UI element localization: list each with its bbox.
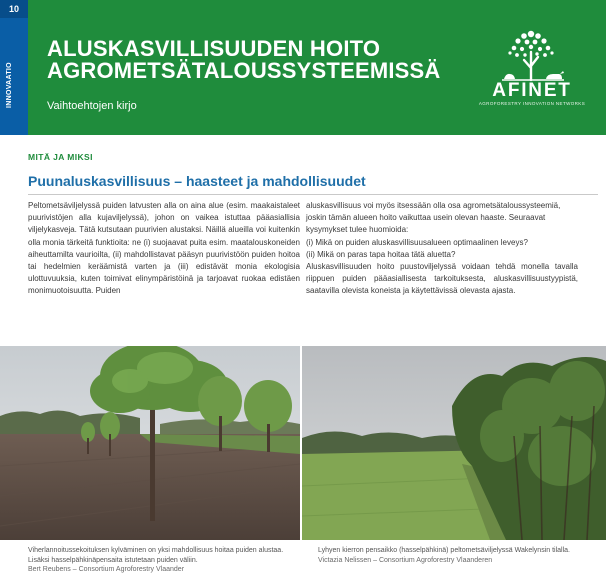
- logo-tagline: AGROFORESTRY INNOVATION NETWORKS: [478, 101, 586, 106]
- caption-text: Viherlannoitussekoituksen kylväminen on yksi mahdollisuus hoitaa puiden alustaa. Lisäksi hasselpähkinäpensaita istutetaan puiden väliin.: [28, 547, 284, 564]
- caption-text: Lyhyen kierron pensaikko (hasselpähkinä) peltometsäviljelyssä Wakelynsin tilalla.: [318, 547, 570, 554]
- body-paragraph: aluskasvillisuus voi myös itsessään olla osa agrometsätaloussysteemiä, joskin tämän alueen hoito vaikuttaa usein olevan haaste. Seuraavat kysymykset tulee huomioida:: [306, 201, 561, 235]
- question-1: (i) Mikä on puiden aluskasvillisuusalueen optimaalinen leveys?: [306, 237, 528, 247]
- question-2: (ii) Mikä on paras tapa hoitaa tätä aluetta?: [306, 249, 456, 259]
- body-paragraph: Peltometsäviljelyssä puiden latvusten alla on aina alue (esim. maakaistaleet puurivistöjen alla kujaviljelyssä), johon on vaikea istuttaa pääasiallisia viljelykasveja. Tätä kutsutaan puurivien alustaksi. Näillä alueilla voi kuitenkin olla monia tärkeitä funktioita: ne (i) suojaavat puita esim. maatalouskoneiden aiheuttamilta vaurioilta, (ii) mahdollistavat pääsyn puurivistöön puiden hoitoa tai hedelmien keräämistä varten ja (iii) edistävät monia ekologisia ulottuvuuksia, kuten toimivat elinympäristöinä ja tarjoavat ruokaa edistäen monimuotoisuutta. Puiden: [28, 201, 300, 296]
- photo-caption-right: [318, 546, 588, 565]
- side-strip: [0, 0, 28, 135]
- photo-caption-left: [28, 546, 298, 575]
- body-paragraph: Aluskasvillisuuden hoito puustoviljelyssä voidaan tehdä monella tavalla riippuen puiden pääasiallisesta tarkoituksesta, aluskasvillisuustyypistä, saatavilla olevista koneista ja käytettävissä olevasta ajasta.: [306, 262, 578, 296]
- body-column-right: [306, 200, 578, 298]
- photo-credit: Victazia Nelissen – Consortium Agroforestry Vlaanderen: [318, 556, 493, 564]
- page-number: 10: [0, 0, 28, 18]
- title-line-1: ALUSKASVILLISUUDEN HOITO: [47, 36, 381, 61]
- logo-wordmark: AFINET: [492, 80, 572, 101]
- side-label: INNOVAATIO: [6, 62, 13, 108]
- page-subtitle: Vaihtoehtojen kirjo: [47, 100, 137, 112]
- photo-credit: Bert Reubens – Consortium Agroforestry Vlaander: [28, 566, 185, 573]
- section-label: MITÄ JA MIKSI: [28, 152, 93, 162]
- page-title: [47, 38, 441, 82]
- section-heading: Puunaluskasvillisuus – haasteet ja mahdollisuudet: [28, 173, 366, 189]
- title-line-2: AGROMETSÄTALOUSSYSTEEMISSÄ: [47, 58, 441, 83]
- photo-field-tree-row: [0, 346, 300, 540]
- heading-divider: [28, 194, 598, 195]
- body-column-left: [28, 200, 300, 298]
- header-banner: [28, 0, 606, 135]
- photo-hazel-hedge: [302, 346, 606, 540]
